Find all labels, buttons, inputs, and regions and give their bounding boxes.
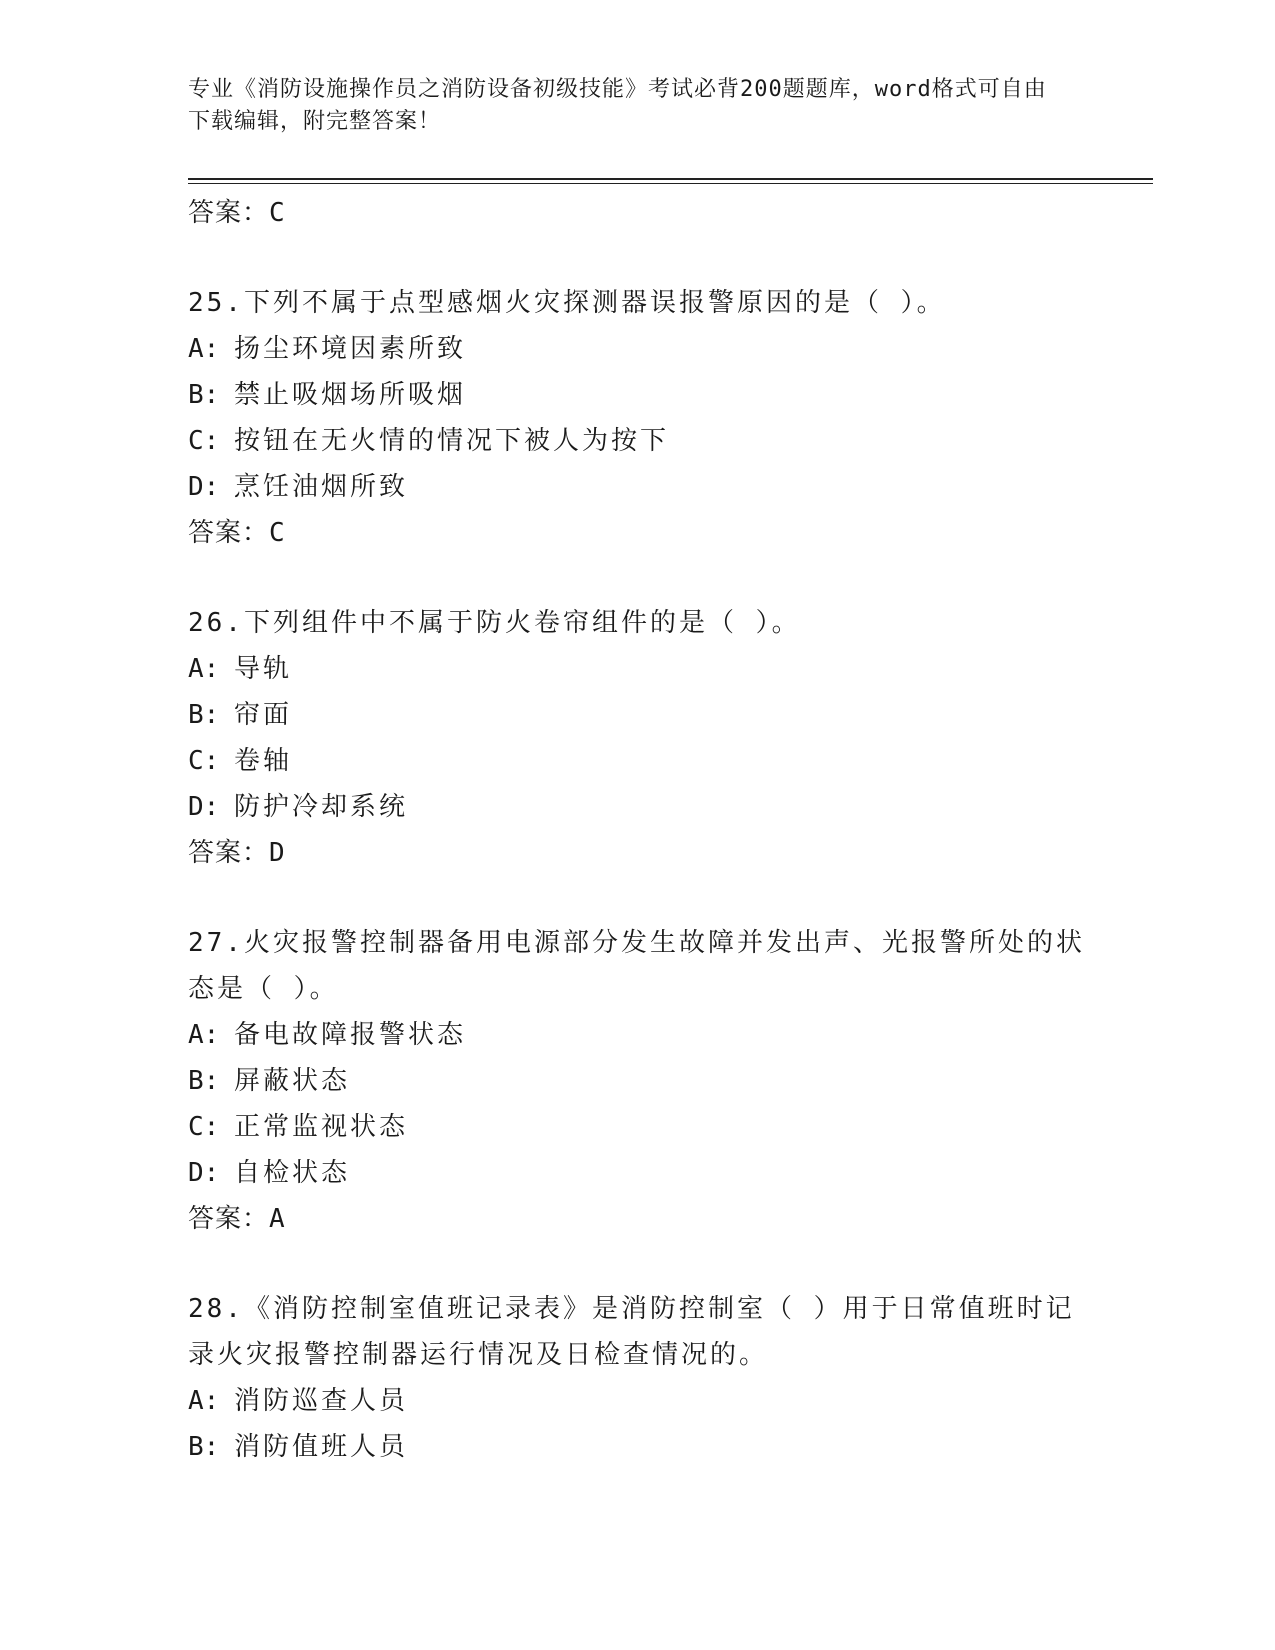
option-text: 消防值班人员 — [234, 1432, 409, 1462]
question-stem: 26.下列组件中不属于防火卷帘组件的是（ ）。 — [188, 608, 801, 638]
option-d — [188, 1150, 1088, 1196]
option-text: 防护冷却系统 — [234, 792, 409, 822]
option-d — [188, 464, 1088, 510]
option-text: 按钮在无火情的情况下被人为按下 — [234, 426, 670, 456]
answer-line: 答案：C — [188, 198, 286, 228]
option-a — [188, 1378, 1088, 1424]
answer-line: 答案：A — [188, 1204, 286, 1234]
option-d — [188, 784, 1088, 830]
option-b — [188, 692, 1088, 738]
option-label: B: — [188, 700, 220, 730]
question-list — [188, 190, 1088, 1470]
option-label: A: — [188, 334, 220, 364]
option-label: C: — [188, 746, 220, 776]
option-text: 卷轴 — [234, 746, 293, 776]
option-label: D: — [188, 1158, 220, 1188]
answer-line: 答案：D — [188, 838, 286, 868]
option-text: 消防巡查人员 — [234, 1386, 409, 1416]
option-text: 禁止吸烟场所吸烟 — [234, 380, 467, 410]
answer-line: 答案：C — [188, 518, 286, 548]
option-label: B: — [188, 1066, 220, 1096]
option-c — [188, 738, 1088, 784]
option-c — [188, 418, 1088, 464]
option-b — [188, 372, 1088, 418]
option-text: 帘面 — [234, 700, 293, 730]
option-label: D: — [188, 792, 220, 822]
option-a — [188, 1012, 1088, 1058]
option-label: A: — [188, 1386, 220, 1416]
question-stem: 25.下列不属于点型感烟火灾探测器误报警原因的是（ ）。 — [188, 288, 946, 318]
option-label: C: — [188, 1112, 220, 1142]
document-header: 专业《消防设施操作员之消防设备初级技能》考试必背200题题库，word格式可自由下载编辑，附完整答案！ — [188, 77, 1047, 134]
question-stem: 27.火灾报警控制器备用电源部分发生故障并发出声、光报警所处的状态是（ ）。 — [188, 928, 1085, 1004]
header-rule-thick — [188, 178, 1153, 180]
option-a — [188, 646, 1088, 692]
option-label: B: — [188, 380, 220, 410]
question-item — [188, 920, 1088, 1242]
option-c — [188, 1104, 1088, 1150]
option-label: A: — [188, 1020, 220, 1050]
option-text: 屏蔽状态 — [234, 1066, 351, 1096]
option-text: 正常监视状态 — [234, 1112, 409, 1142]
option-label: B: — [188, 1432, 220, 1462]
option-text: 扬尘环境因素所致 — [234, 334, 467, 364]
question-item — [188, 280, 1088, 556]
option-text: 烹饪油烟所致 — [234, 472, 409, 502]
option-label: C: — [188, 426, 220, 456]
option-label: A: — [188, 654, 220, 684]
header-rule-thin — [188, 183, 1153, 184]
question-stem: 28.《消防控制室值班记录表》是消防控制室（ ）用于日常值班时记录火灾报警控制器运行情况及日检查情况的。 — [188, 1294, 1075, 1370]
option-text: 导轨 — [234, 654, 293, 684]
option-text: 自检状态 — [234, 1158, 351, 1188]
question-item — [188, 1286, 1088, 1470]
question-item — [188, 600, 1088, 876]
option-text: 备电故障报警状态 — [234, 1020, 467, 1050]
option-b — [188, 1424, 1088, 1470]
option-b — [188, 1058, 1088, 1104]
option-label: D: — [188, 472, 220, 502]
option-a — [188, 326, 1088, 372]
